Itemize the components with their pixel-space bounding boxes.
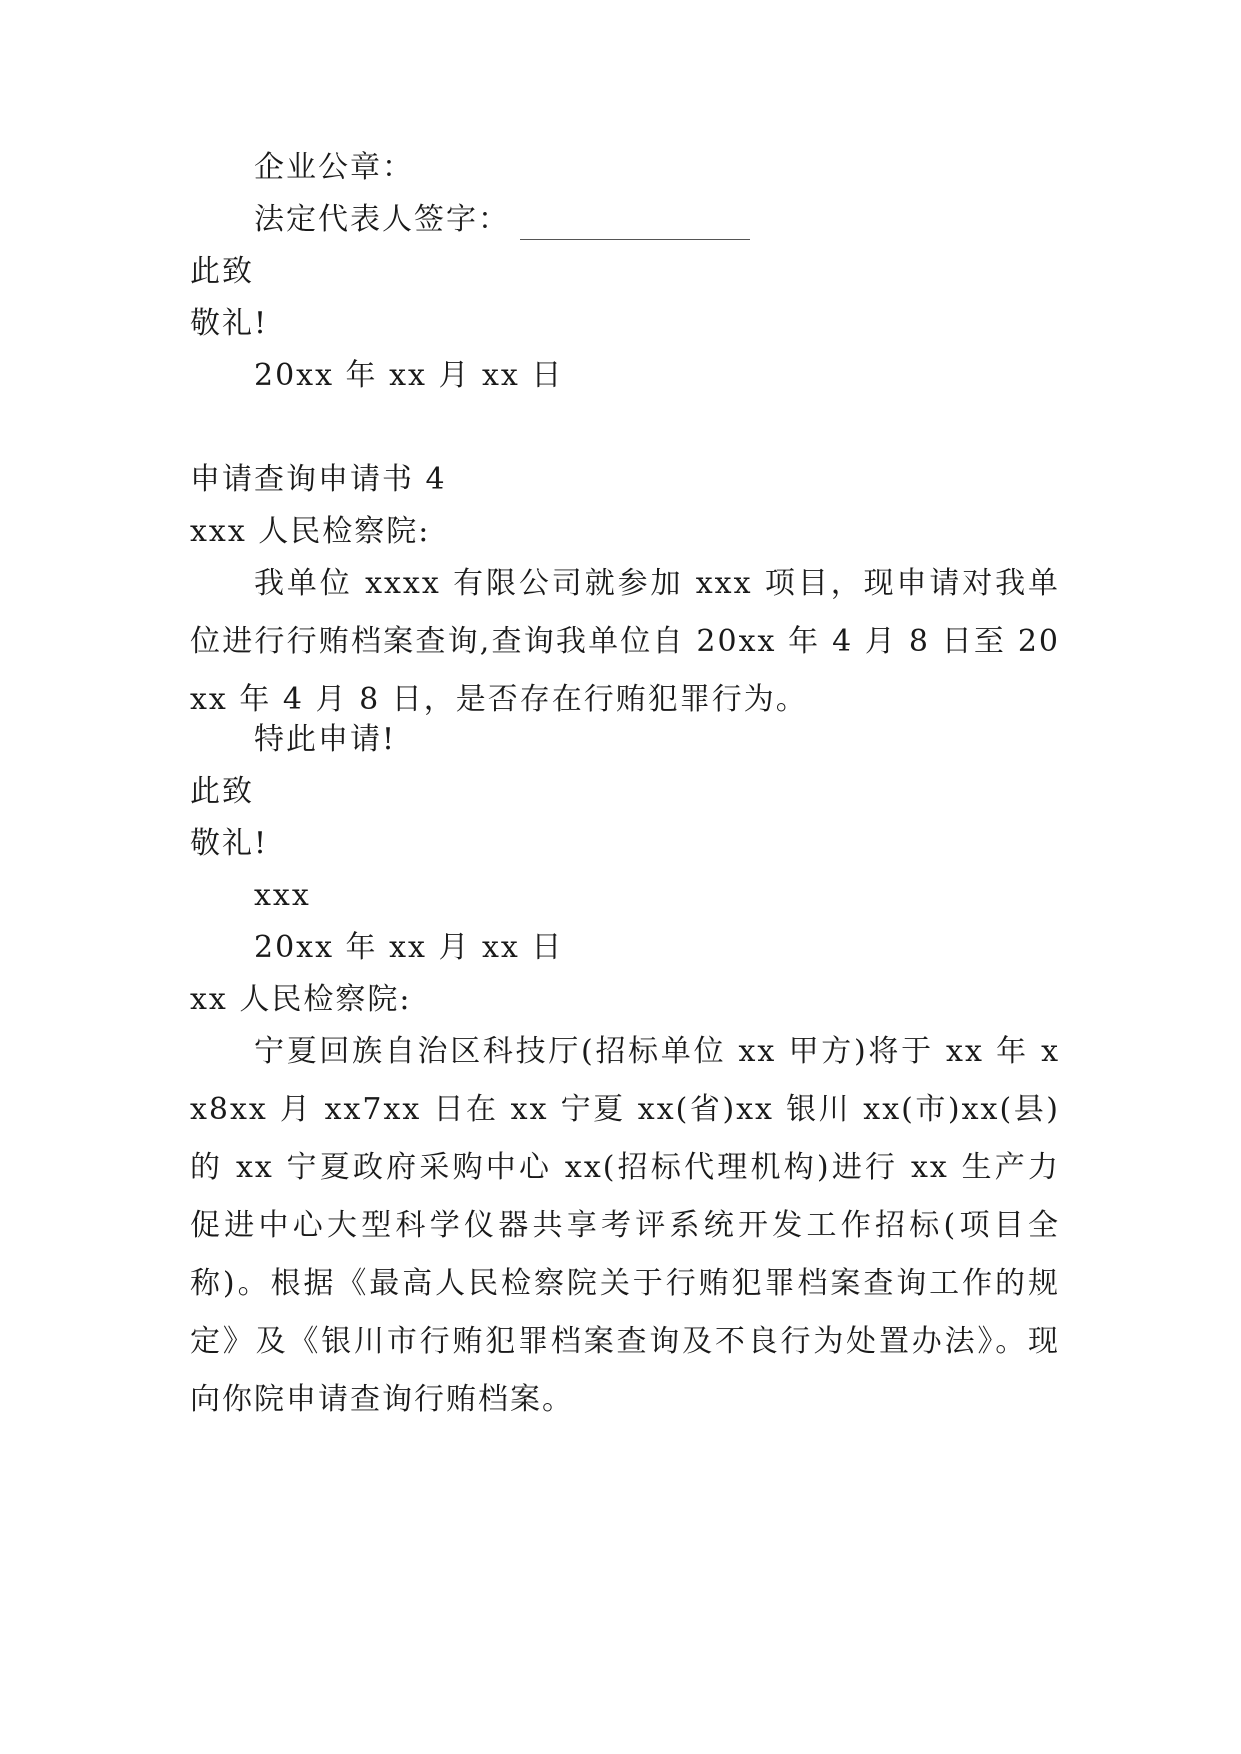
addressee: xxx 人民检察院:	[190, 514, 431, 549]
date-line: 20xx 年 xx 月 xx 日	[254, 930, 564, 965]
signature-line	[254, 200, 1124, 240]
signer-name: xxx	[254, 878, 311, 913]
addressee: xx 人民检察院:	[190, 982, 412, 1017]
signature-blank	[520, 211, 750, 240]
signature-label: 法定代表人签字：	[254, 202, 510, 237]
request-line: 特此申请!	[254, 722, 397, 757]
closing-ci-zhi: 此致	[190, 254, 254, 289]
closing-ci-zhi: 此致	[190, 774, 254, 809]
seal-label: 企业公章：	[254, 150, 414, 185]
date-line: 20xx 年 xx 月 xx 日	[254, 358, 564, 393]
body-paragraph: 我单位 xxxx 有限公司就参加 xxx 项目，现申请对我单位进行行贿档案查询,查询我单位自 20xx 年 4 月 8 日至 20xx 年 4 月 8 日，是否存在行贿犯罪行为。	[190, 566, 1060, 717]
closing-jing-li: 敬礼!	[190, 306, 269, 341]
body-paragraph: 宁夏回族自治区科技厅(招标单位 xx 甲方)将于 xx 年 xx8xx 月 xx7xx 日在 xx 宁夏 xx(省)xx 银川 xx(市)xx(县)的 xx 宁夏政府采购中心 xx(招标代理机构)进行 xx 生产力促进中心大型科学仪器共享考评系统开发工作招标(项目全称)。根据《最高人民检察院关于行贿犯罪档案查询工作的规定》及《银川市行贿犯罪档案查询及不良行为处置办法》。现向你院申请查询行贿档案。	[190, 1034, 1060, 1417]
closing-jing-li: 敬礼!	[190, 826, 269, 861]
section-title: 申请查询申请书 4	[190, 462, 447, 497]
